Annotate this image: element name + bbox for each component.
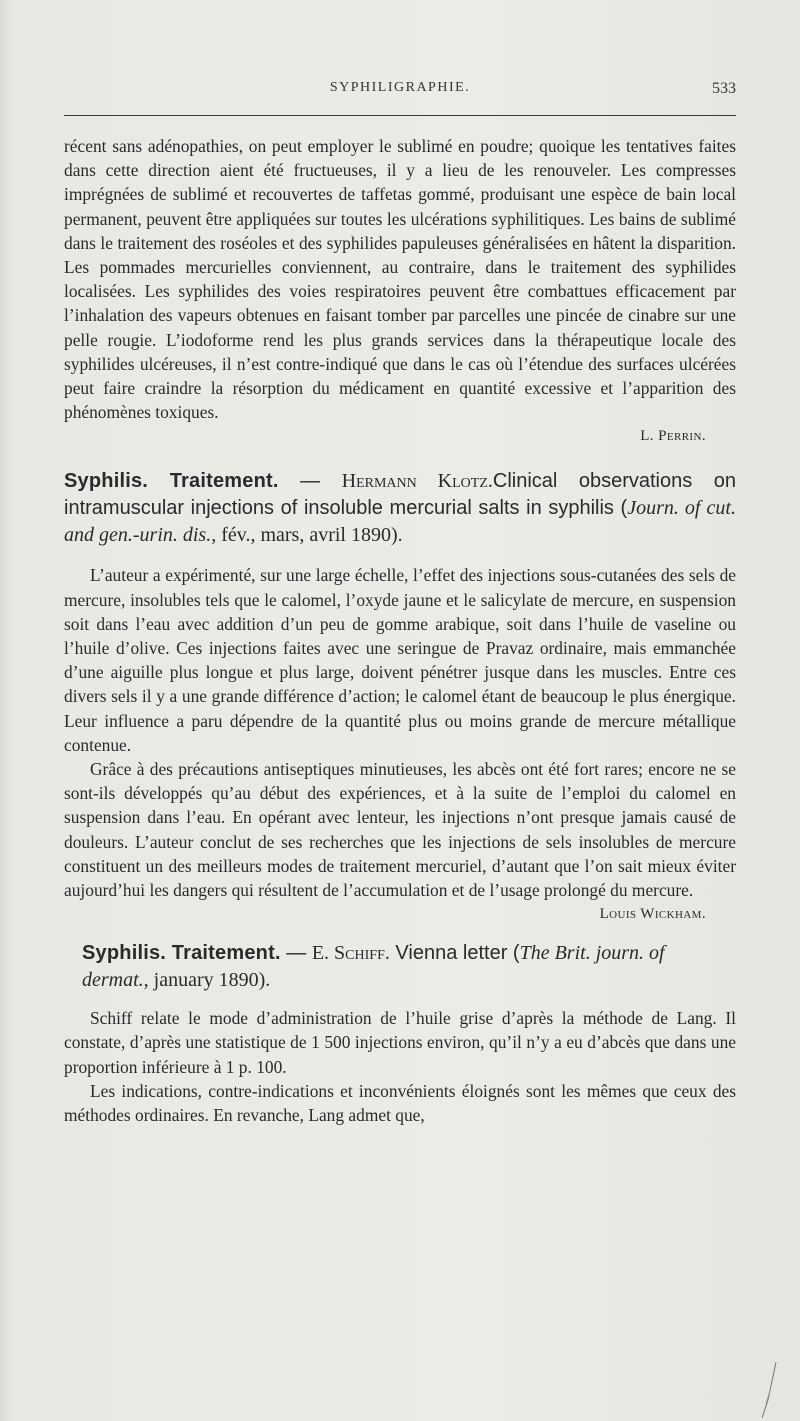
- paragraph-klotz-2: Grâce à des précautions antiseptiques minutieuses, les abcès ont été fort rares; encore ne se sont-ils développés qu’au début des expériences, et à la suite de l’emploi du calomel en suspension dans l’eau. En opérant avec lenteur, les injections n’ont presque jamais causé de douleurs. L’auteur conclut de ses recherches que les injections de sels insolubles de mercure constituent un des meilleurs modes de traitement mercuriel, d’autant que l’on sait mieux éviter aujourd’hui les dangers qui résultent de l’accumulation et de l’usage prolongé du mercure.: [64, 759, 736, 901]
- entry-date: january 1890).: [148, 969, 271, 992]
- entry-dash: —: [278, 470, 342, 493]
- entry-title-text: Clinical observations on intramuscular injections of insoluble mercurial salts in syphilis (: [64, 470, 736, 520]
- entry-author: Hermann Klotz.: [341, 470, 493, 493]
- entry-date: fév., mars, avril 1890).: [216, 524, 403, 547]
- entry-subject: Syphilis. Traitement.: [82, 942, 281, 965]
- pencil-mark: [740, 1360, 780, 1420]
- paragraph-klotz-1: L’auteur a expérimenté, sur une large échelle, l’effet des injections sous-cutanées des sels de mercure, insolubles tels que le calomel, l’oxyde jaune et le salicylate de mercure, en suspension soit dans l’eau avec addition d’un peu de gomme arabique, soit dans l’huile de vaseline ou l’huile d’olive. Ces injections faites avec une seringue de Pravaz ordinaire, mais emmanchée d’une aiguille plus longue et plus large, doivent pénétrer jusque dans les muscles. Entre ces divers sels il y a une grande différence d’action; le calomel étant de beaucoup le plus énergique. Leur influence a paru dépendre de la quantité plus ou moins grande de mercure métallique contenue.: [64, 565, 736, 755]
- header-rule: [64, 115, 736, 116]
- entry-journal: Journ. of cut. and gen.-urin. dis.,: [64, 497, 736, 547]
- continued-paragraph: récent sans adénopathies, on peut employer le sublimé en poudre; quoique les tentatives faites dans cette direction aient été fructueuses, il y a lieu de les renouveler. Les compresses imprégnées de sublimé et recouvertes de taffetas gommé, produisant une espèce de bain local permanent, peuvent être appliquées sur toutes les ulcérations syphilitiques. Les bains de sublimé dans le traitement des roséoles et des syphilides papuleuses généralisées en hâtent la disparition. Les pommades mercurielles conviennent, au contraire, dans le traitement des syphilides localisées. Les syphilides des voies respiratoires peuvent être combattues efficacement par l’inhalation des vapeurs obtenues en faisant tomber par parcelles une pincée de cinabre sur une pelle rougie. L’iodoforme rend les plus grands services dans la thérapeutique locale des syphilides ulcéreuses, il n’est contre-indiqué que dans le cas où l’étendue des surfaces ulcérées peut faire craindre la résorption du médicament en quantité excessive et l’apparition des phénomènes toxiques.: [64, 136, 736, 423]
- signature-wickham: Louis Wickham.: [599, 906, 706, 923]
- entry-dash: —: [280, 942, 312, 965]
- page-header: [64, 80, 736, 102]
- paragraph-schiff-1: Schiff relate le mode d’administration de l’huile grise d’après la méthode de Lang. Il constate, d’après une statistique de 1 500 injections environ, qu’il n’y a eu d’abcès que dans une proportion inférieure à 1 p. 100.: [64, 1008, 736, 1077]
- entry-journal: The Brit. journ. of dermat.,: [82, 942, 665, 992]
- paragraph-schiff-2: Les indications, contre-indications et inconvénients éloignés sont les mêmes que ceux des méthodes ordinaires. En revanche, Lang admet que,: [64, 1080, 736, 1126]
- running-title: SYPHILIGRAPHIE.: [329, 80, 471, 95]
- entry-title-klotz: [64, 468, 736, 549]
- signature-perrin: L. Perrin.: [640, 428, 706, 445]
- entry-subject: Syphilis. Traitement.: [64, 470, 279, 493]
- page-number: 533: [712, 80, 736, 97]
- entry-author: E. Schiff.: [311, 942, 390, 965]
- page-body: [64, 134, 736, 1127]
- entry-title-text: Vienna letter (: [389, 942, 520, 965]
- entry-title-schiff: [64, 940, 736, 994]
